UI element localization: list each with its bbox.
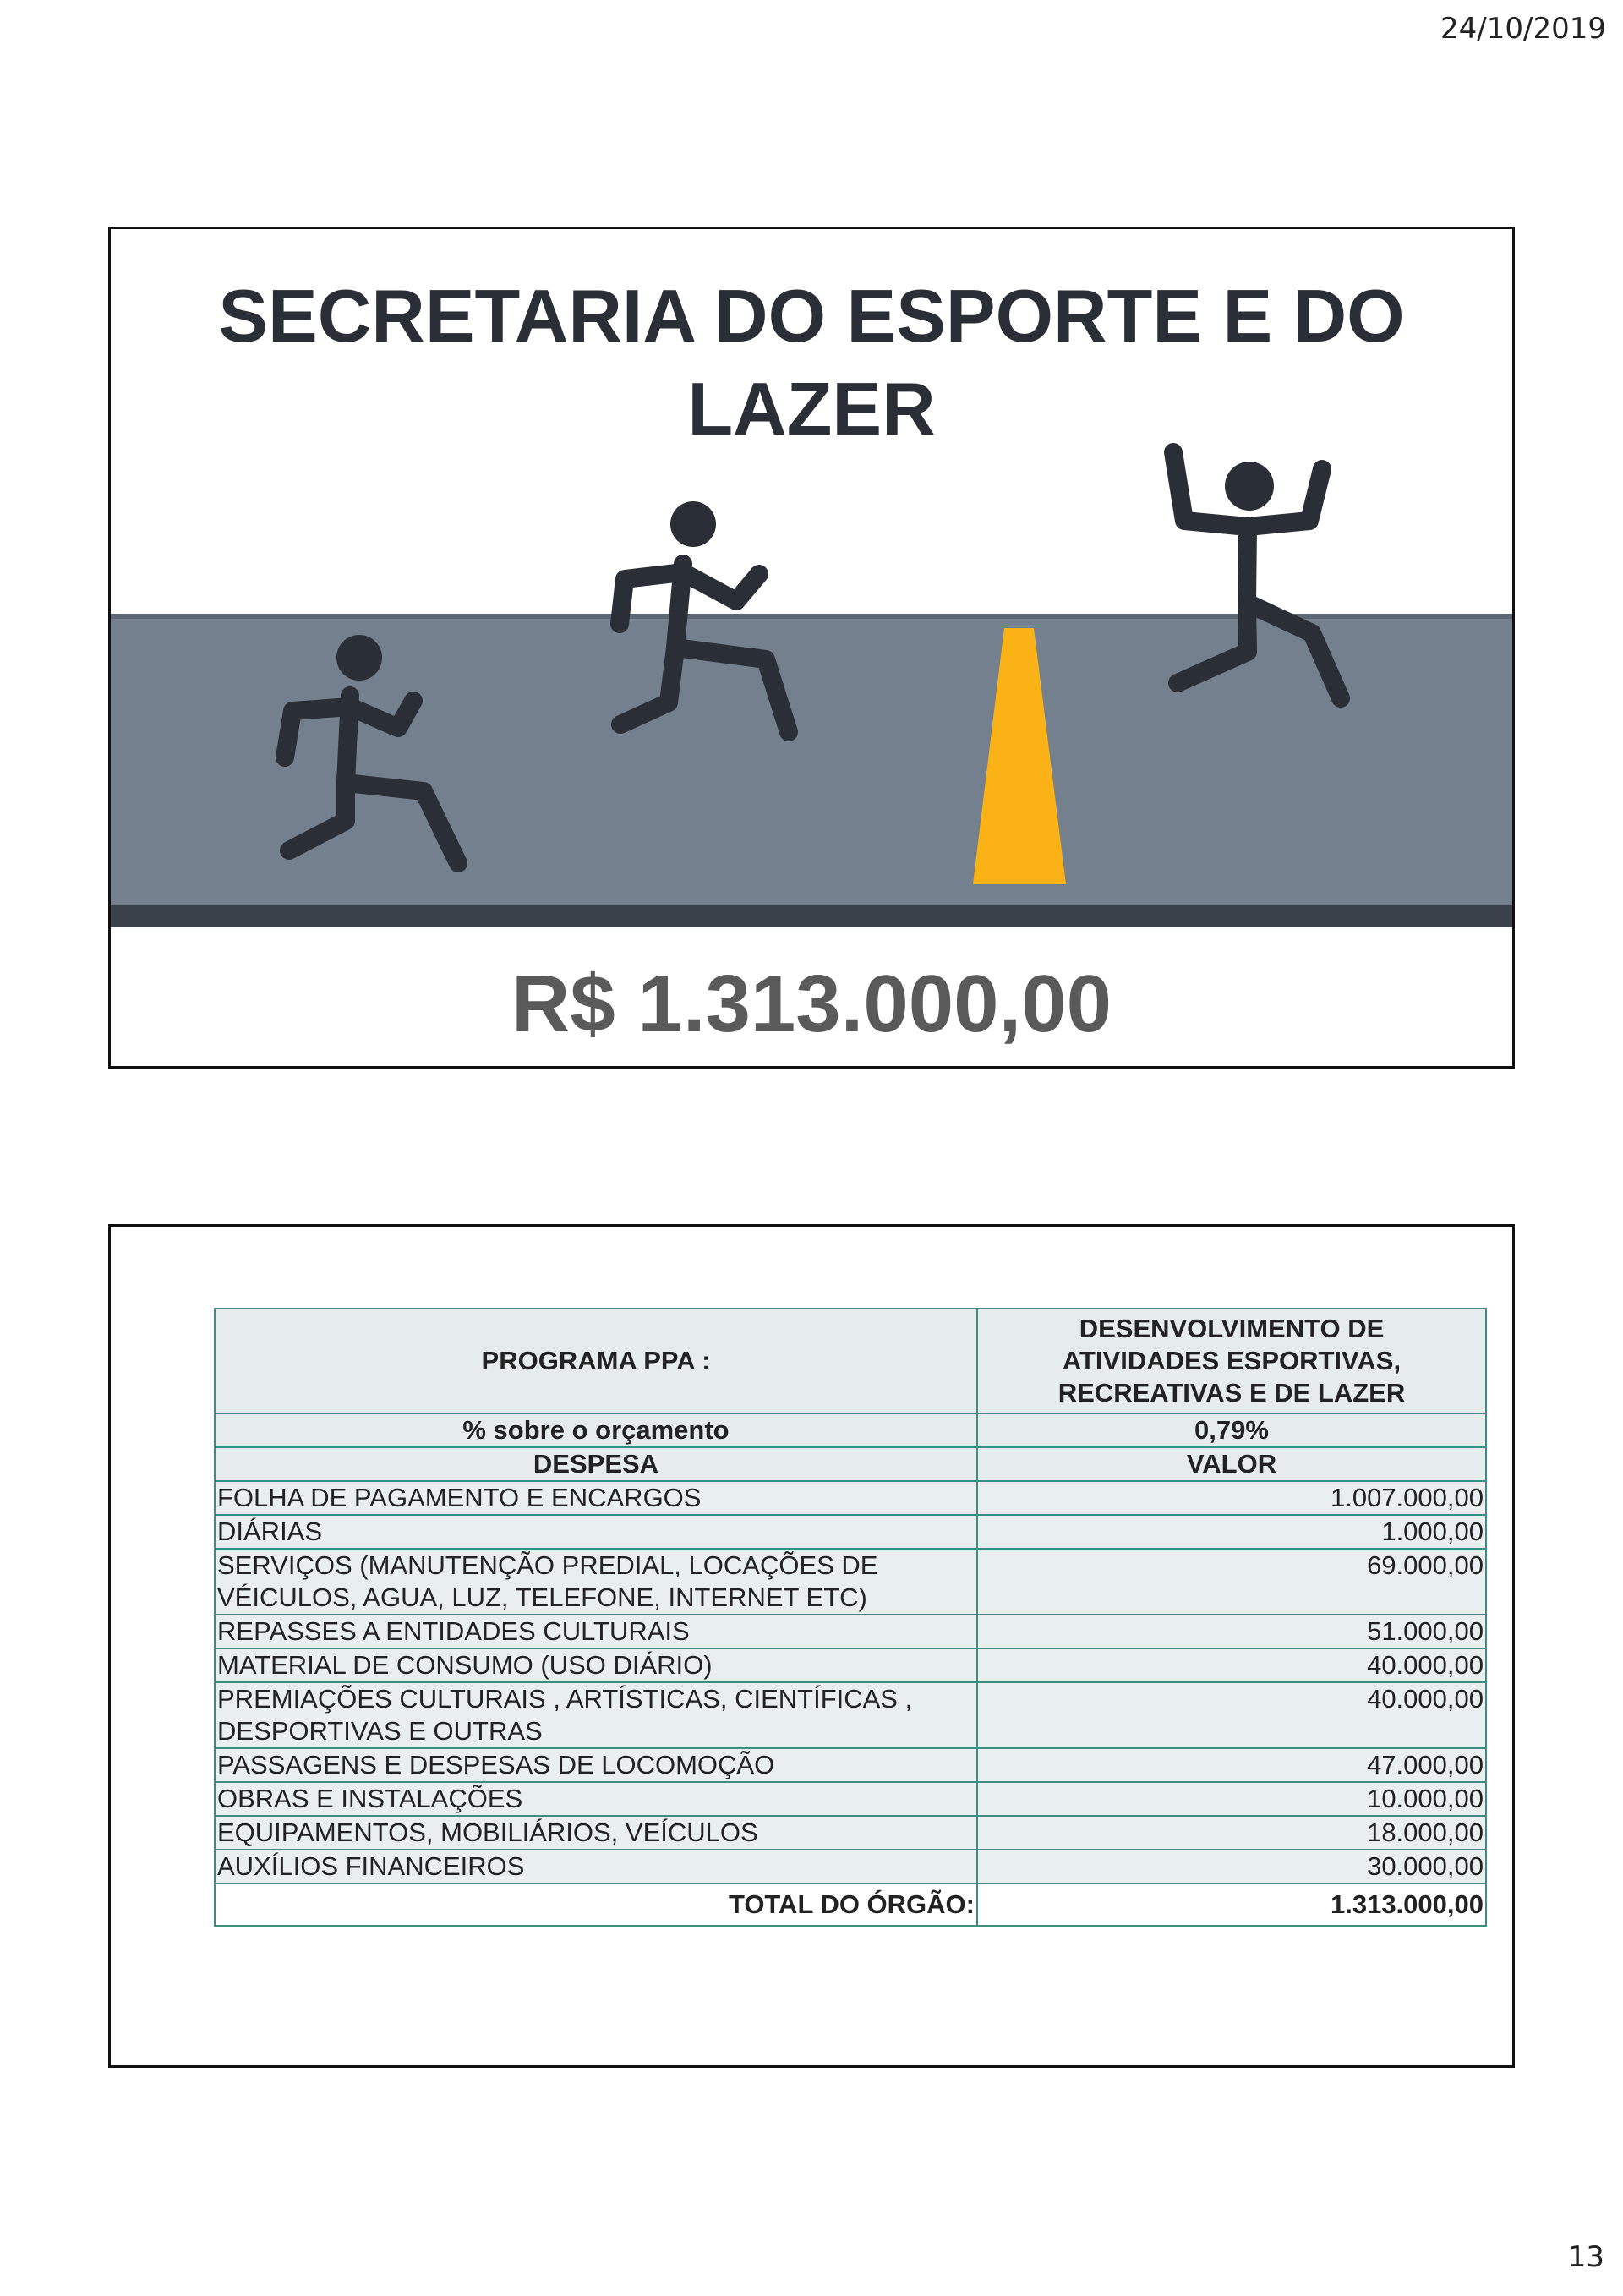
table-row [215,1748,1486,1782]
row-value: 47.000,00 [977,1748,1486,1782]
program-row [215,1309,1486,1413]
page-date: 24/10/2019 [1440,12,1606,46]
row-value: 51.000,00 [977,1615,1486,1648]
budget-pct-value: 0,79% [977,1413,1486,1447]
program-label: PROGRAMA PPA : [215,1309,977,1413]
row-label: DIÁRIAS [215,1515,977,1549]
row-label: OBRAS E INSTALAÇÕES [215,1782,977,1816]
row-value: 18.000,00 [977,1816,1486,1850]
row-label: PASSAGENS E DESPESAS DE LOCOMOÇÃO [215,1748,977,1782]
column-header-value: VALOR [977,1447,1486,1481]
table-row [215,1850,1486,1883]
row-value: 40.000,00 [977,1682,1486,1748]
table-row [215,1481,1486,1515]
table-row [215,1515,1486,1549]
title-slide [108,227,1515,1069]
page-number: 13 [1567,2240,1604,2274]
total-label: TOTAL DO ÓRGÃO: [215,1883,977,1926]
budget-pct-row [215,1413,1486,1447]
row-value: 1.000,00 [977,1515,1486,1549]
table-row [215,1615,1486,1648]
row-value: 69.000,00 [977,1549,1486,1615]
row-label: REPASSES A ENTIDADES CULTURAIS [215,1615,977,1648]
budget-pct-label: % sobre o orçamento [215,1413,977,1447]
row-label: EQUIPAMENTOS, MOBILIÁRIOS, VEÍCULOS [215,1816,977,1850]
slide-title-line2: LAZER [687,367,936,451]
road-edge [111,614,1512,619]
slide-title [111,270,1512,456]
row-label: SERVIÇOS (MANUTENÇÃO PREDIAL, LOCAÇÕES DE VÉICULOS, AGUA, LUZ, TELEFONE, INTERNET ETC) [215,1549,977,1615]
table-row [215,1648,1486,1682]
budget-slide [108,1224,1515,2068]
row-label: FOLHA DE PAGAMENTO E ENCARGOS [215,1481,977,1515]
table-row [215,1816,1486,1850]
total-value: 1.313.000,00 [977,1883,1486,1926]
slide-title-line1: SECRETARIA DO ESPORTE E DO [218,274,1405,358]
table-row [215,1682,1486,1748]
budget-amount: R$ 1.313.000,00 [511,959,1112,1049]
column-header-row [215,1447,1486,1481]
row-value: 1.007.000,00 [977,1481,1486,1515]
column-header-expense: DESPESA [215,1447,977,1481]
row-label: MATERIAL DE CONSUMO (USO DIÁRIO) [215,1648,977,1682]
row-value: 40.000,00 [977,1648,1486,1682]
row-label: AUXÍLIOS FINANCEIROS [215,1850,977,1883]
program-value: DESENVOLVIMENTO DE ATIVIDADES ESPORTIVAS, RECREATIVAS E DE LAZER [977,1309,1486,1413]
table-row [215,1782,1486,1816]
budget-table [214,1308,1487,1927]
row-label: PREMIAÇÕES CULTURAIS , ARTÍSTICAS, CIENTÍFICAS , DESPORTIVAS E OUTRAS [215,1682,977,1748]
road-bottom-edge [111,905,1512,927]
road-band [111,614,1512,914]
table-row [215,1549,1486,1615]
row-value: 10.000,00 [977,1782,1486,1816]
total-row [215,1883,1486,1926]
row-value: 30.000,00 [977,1850,1486,1883]
